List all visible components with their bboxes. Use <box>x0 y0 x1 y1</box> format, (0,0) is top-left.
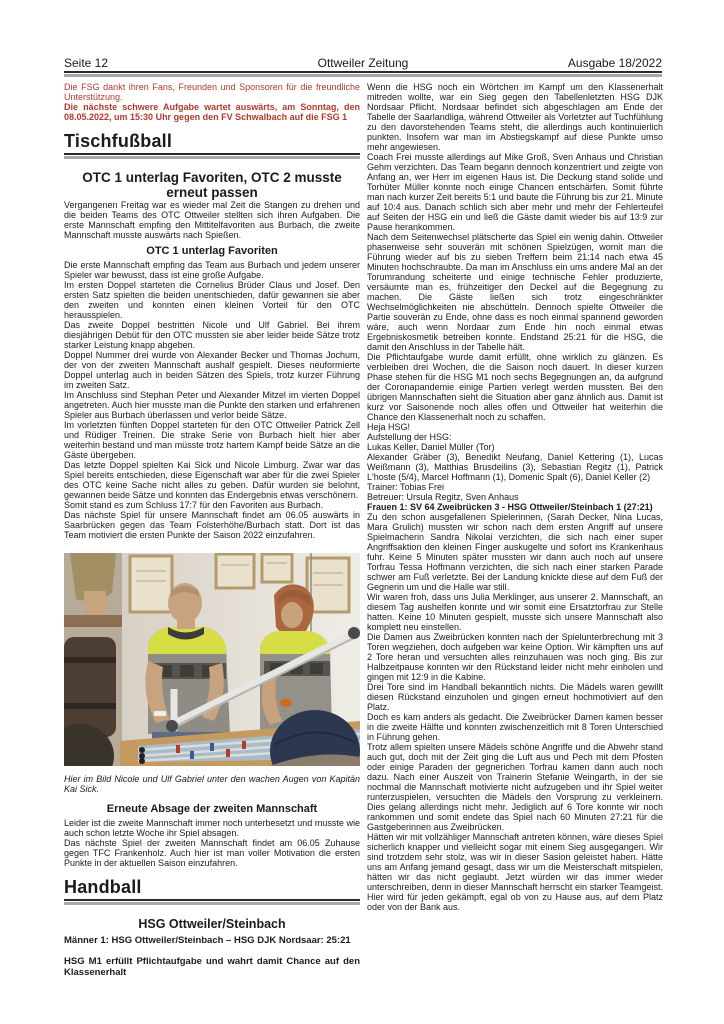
right-column <box>367 82 663 912</box>
article-paragraph: Das zweite Doppel bestritten Nicole und Ulf Gabriel. Bei ihrem diesjährigen Debüt für den OTC mussten sie aber leider beide Sätze trotz starker Leistung knapp abgeben. <box>64 320 360 350</box>
lineup-betreuer: Betreuer: Ursula Regitz, Sven Anhaus <box>367 492 519 502</box>
fsg-thanks-note: Die FSG dankt ihren Fans, Freunden und Sponsoren für die freundliche Unterstützung. <box>64 82 360 102</box>
article-paragraph: Die Pflichtaufgabe wurde damit erfüllt, ohne wirklich zu glänzen. Es verbleiben drei Wochen, die die Saison noch dauert. In dieser kurzen Phase stehen für die HSG M1 noch sechs Begegnungen an, da aufgrund der Coronapandemie einige Partien verlegt werden mussten. Bei den übrigen Mannschaften sieht die Situation aber ganz ähnlich aus. Damit ist kurz vor Saisonende noch alles offen und Ottweiler hat weiterhin die Chance den Klassenerhalt noch zu schaffen. <box>367 352 663 422</box>
article-paragraph: Zu den schon ausgefallenen Spielerinnen, (Sarah Decker, Nina Lucas, Mara Grulich) mussten wir schon nach dem ersten Angriff auf unsere Spielmacherin Sandra Nikolai verzichten, die sich nach einer super Angriffsaktion den kleinen Finger auskugelte und sofort ins Krankenhaus fuhr. Keine 5 Minuten später mussten wir dann auch noch auf unsere Torfrau Tessa Hoffmann verzichten, die sich nach einer starken Parade schwer am Fuß verletzte. Bei der Landung knickte diese auf dem Fuß der Gegnerin um und die Halle war still. <box>367 512 663 592</box>
foosball-photo <box>64 553 360 766</box>
photo-caption: Hier im Bild Nicole und Ulf Gabriel unter den wachen Augen von Kapitän Kai Sick. <box>64 774 360 794</box>
article-paragraph: Coach Frei musste allerdings auf Mike Groß, Sven Anhaus und Christian Gehm verzichten. Das Team begann dennoch konzentriert und zeigte von Anfang an, wer Herr im eigenen Haus ist. Die Deckung stand solide und Torhüter Müller konnte noch einige Chancen entschärfen. Somit führte man nach kurzer Zeit bereits 5:1 und baute die Führung bis zur 21. Minute auf 10:4 aus. Danach schlich sich aber mehr und mehr der Fehlerteufel auf Seiten der HSG ein und ließ die Gäste damit wieder bis auf 13:9 zur Pause herankommen. <box>367 152 663 232</box>
article-paragraph: Hätten wir mit vollzähliger Mannschaft antreten können, wäre dieses Spiel sicherlich knapper und vielleicht sogar mit einem Sieg ausgegangen. Wir sind trotzdem sehr stolz, was wir in dieser Sasion geleistet haben. Hätte uns am Anfang jemand gesagt, dass wir um die Meisterschaft mitspielen, hätten wir das nicht geglaubt. Jetzt würden wir das immer wieder unterschreiben, denn in dieser Mannschaft herrscht ein starker Teamgeist. Hier wird für jeden gekämpft, egal ob von zu Hause aus, auf dem Platz oder von der Bank aus. <box>367 832 663 912</box>
article-paragraph: Das letzte Doppel spielten Kai Sick und Nicole Limburg. Zwar war das Spiel bereits entschieden, diese Eigenschaft war aber für die zwei Spieler des OTC keine Sache nicht alles zu geben. Dafür wurden sie belohnt, gewannen beide Sätze und konnten das Endergebnis etwas verschönern. <box>64 460 360 500</box>
section-rule-handball <box>64 899 360 905</box>
article-paragraph: Im Anschluss sind Stephan Peter und Alexander Mitzel im vierten Doppel angetreten. Auch hier musste man die Punkte den starken und erfahrenen Spieler aus Burbach überlassen und verlor beide Sätze. <box>64 390 360 420</box>
header-rule <box>64 71 662 77</box>
cheer-line: Heja HSG! <box>367 422 411 432</box>
article-paragraph: Drei Tore sind im Handball bekanntlich nichts. Die Mädels waren gewillt diesen Rückstand einzuholen und gingen erneut hochmotiviert auf den Platz. <box>367 682 663 712</box>
page-number: Seite 12 <box>64 56 109 70</box>
maenner-subline: HSG M1 erfüllt Pflichtaufgabe und wahrt damit Chance auf den Klassenerhalt <box>64 955 360 978</box>
page-header <box>64 56 662 70</box>
lineup-trainer: Trainer: Tobias Frei <box>367 482 445 492</box>
left-column <box>64 82 360 987</box>
frauen-result-line: Frauen 1: SV 64 Zweibrücken 3 - HSG Ottweiler/Steinbach 1 (27:21) <box>367 502 653 512</box>
article-paragraph: Wir waren froh, dass uns Julia Merklinger, aus unserer 2. Mannschaft, an diesem Tag aushelfen konnte und wir somit eine Ersatztorfrau zur Stelle hatten. Keine 10 Minuten gespielt, musste sich unsere Mannschaft also komplett neu einstellen. <box>367 592 663 632</box>
article-paragraph: Doch es kam anders als gedacht. Die Zweibrücker Damen kamen besser in die zweite Hälfte und konnten zwischenzeitlich mit 8 Toren Unterschied in Führung gehen. <box>367 712 663 742</box>
article-paragraph: Die erste Mannschaft empfing das Team aus Burbach und jedem unserer Spieler war bewusst, dass ist eine große Aufgabe. <box>64 260 360 280</box>
lineup-goalkeepers: Lukas Keller, Daniel Müller (Tor) <box>367 442 495 452</box>
article-paragraph: Das nächste Spiel der zweiten Mannschaft findet am 06.05 Zuhause gegen TFC Frankenholz. Auch hier ist man voller Motivation die ersten Punkte in der aktuellen Saison einzufahren. <box>64 838 360 868</box>
article-paragraph: Wenn die HSG noch ein Wörtchen im Kampf um den Klassenerhalt mitreden wollte, war ein Sieg gegen den Tabellenletzten HSG DJK Nordsaar Pflicht. Nordsaar befindet sich abgeschlagen am Ende der Tabelle der Saarlandliga, während Ottweiler als Vorletzter auf Tuchfühlung zu den davorstehenden Teams steht, die allerdings auch kontinuierlich punkten. Insofern war man im Abstiegskampf auf diese Punkte umso mehr angewiesen. <box>367 82 663 152</box>
header-rule-dark <box>64 71 662 73</box>
section-title-handball: Handball <box>64 877 142 897</box>
article-paragraph: Im vorletzten fünften Doppel starteten für den OTC Ottweiler Patrick Zell und Rüdiger Treinen. Die strake Serie von Burbach hielt hier aber weiterhin bestand und man müsste trotz hartem Kampf beide Sätze an die Gäste übergeben. <box>64 420 360 460</box>
article-paragraph: Somit stand es zum Schluss 17:7 für den Favoriten aus Burbach. <box>64 500 324 510</box>
article-lead: Vergangenen Freitag war es wieder mal Zeit die Stangen zu drehen und die beiden Teams des OTC Ottweiler stellten sich ihren Aufgaben. Die erste Mannschaft empfing den Mittitelfavoriten aus Burbach, die zweite Mannschaft musste auswärts nach Spießen. <box>64 200 360 240</box>
lineup-heading: Aufstellung der HSG: <box>367 432 452 442</box>
article-paragraph: Doppel Nummer drei wurde von Alexander Becker und Thomas Jochum, der von der zweiten Mannschaft aushalf gespielt. Dieses neuformierte Doppel unterlag auch in beiden Sätzen des Spiels, trotz kurzer Führung im zweiten Satz. <box>64 350 360 390</box>
header-rule-gray <box>64 74 662 77</box>
hsg-article-title: HSG Ottweiler/Steinbach <box>138 917 286 931</box>
lineup-fieldplayers: Alexander Gräber (3), Benedikt Neufang, Daniel Kettering (1), Lucas Weißmann (3), Matthias Brusdeilins (3), Sebastian Regitz (1), Patrick L'hoste (5/4), Marcel Hoffmann (1), Domenic Spalt (6), Daniel Keller (2) <box>367 452 663 482</box>
article-paragraph: Leider ist die zweite Mannschaft immer noch unterbesetzt und musste wie auch schon letzte Woche ihr Spiel absagen. <box>64 818 360 838</box>
section-title-tischfussball: Tischfußball <box>64 131 173 151</box>
subhead-absage: Erneute Absage der zweiten Mannschaft <box>106 803 318 815</box>
article-paragraph: Die Damen aus Zweibrücken konnten nach der Spielunterbrechung mit 3 Toren wegziehen, doch aufgeben war keine Option. Wir kämpften uns auf 2 Tore heran und versuchten alles reinzuhauen was noch ging. Bis zur Halbzeitpause konnten wir den Rückstand leider nicht mehr einholen und gingen mit 12:9 in die Kabine. <box>367 632 663 682</box>
maenner-result-line: Männer 1: HSG Ottweiler/Steinbach – HSG DJK Nordsaar: 25:21 <box>64 935 351 946</box>
issue-label: Ausgabe 18/2022 <box>567 56 662 70</box>
article-paragraph: Trotz allem spielten unsere Mädels schöne Angriffe und die Abwehr stand auch gut, doch mit der Zeit ging die Luft aus und Pech mit dem Pfosten oder einige Paraden der gegnerichen Torfrau kamen dann auch noch dazu. Nach einer Auszeit von Trainerin Stefanie Weingarth, in der sie nochmal die Mannschaft motivierte nicht aufzugeben und ihr Spiel weiter runterzuspielen, versuchten die Mädels den Vorsprung zu verkleinern. Dies gelang allerdings nicht mehr. Jediglich auf 6 Tore konnte wir noch rankommen und somit endete das Spiel nach 60 Minuten 27:21 für die Gastgeberinnen aus Zweibrücken. <box>367 742 663 832</box>
fsg-next-match-note: Die nächste schwere Aufgabe wartet auswärts, am Sonntag, den 08.05.2022, um 15:30 Uhr gegen den FV Schwalbach auf die FSG 1 <box>64 102 360 122</box>
section-rule-tischfussball <box>64 153 360 159</box>
foosball-photo-image <box>64 553 360 766</box>
article-paragraph: Das nächste Spiel für unsere Mannschaft findet am 06.05 auswärts in Saarbrücken gegen das Team Folsterhöhe/Burbach statt. Dort ist das Team motiviert die ersten Punkte der Saison 2022 einzufahren. <box>64 510 360 540</box>
article-headline-otc: OTC 1 unterlag Favoriten, OTC 2 musste erneut passen <box>82 170 342 200</box>
newspaper-title: Ottweiler Zeitung <box>317 56 409 70</box>
article-paragraph: Nach dem Seitenwechsel plätscherte das Spiel ein wenig dahin. Ottweiler phasenweise sehr souverän mit schönen Spielzügen, womit man die Führung wieder auf bis zu sieben Treffern beim 21:14 nach etwa 45 Minuten hochschraubte. Da man im Anschluss ein ums andere Mal an der Torumrandung scheiterte und einige technische Fehler produzierte, versäumte man es, frühzeitiger den Deckel auf die Begegnung zu machen. Die Gäste ließen sich trotz eingeschränkter Wechselmöglichkeiten nie abschütteln. Dennoch spielte Ottweiler die Partie souverän zu Ende, ohne dass es noch einmal spannend geworden wäre, auch wenn Nordaar zum Ende hin noch einmal etwas Ergebniskosmetik betreiben konnte. Endstand 25:21 für die HSG, die damit den Anschluss in der Tabelle hält. <box>367 232 663 352</box>
subhead-otc1: OTC 1 unterlag Favoriten <box>146 245 278 257</box>
article-paragraph: Im ersten Doppel starteten die Cornelius Brüder Claus und Josef. Den ersten Satz spielten die beiden unentschieden, dafür gewannen sie aber den zweiten und konnten einen kleinen Vorteil für den OTC herausspielen. <box>64 280 360 320</box>
